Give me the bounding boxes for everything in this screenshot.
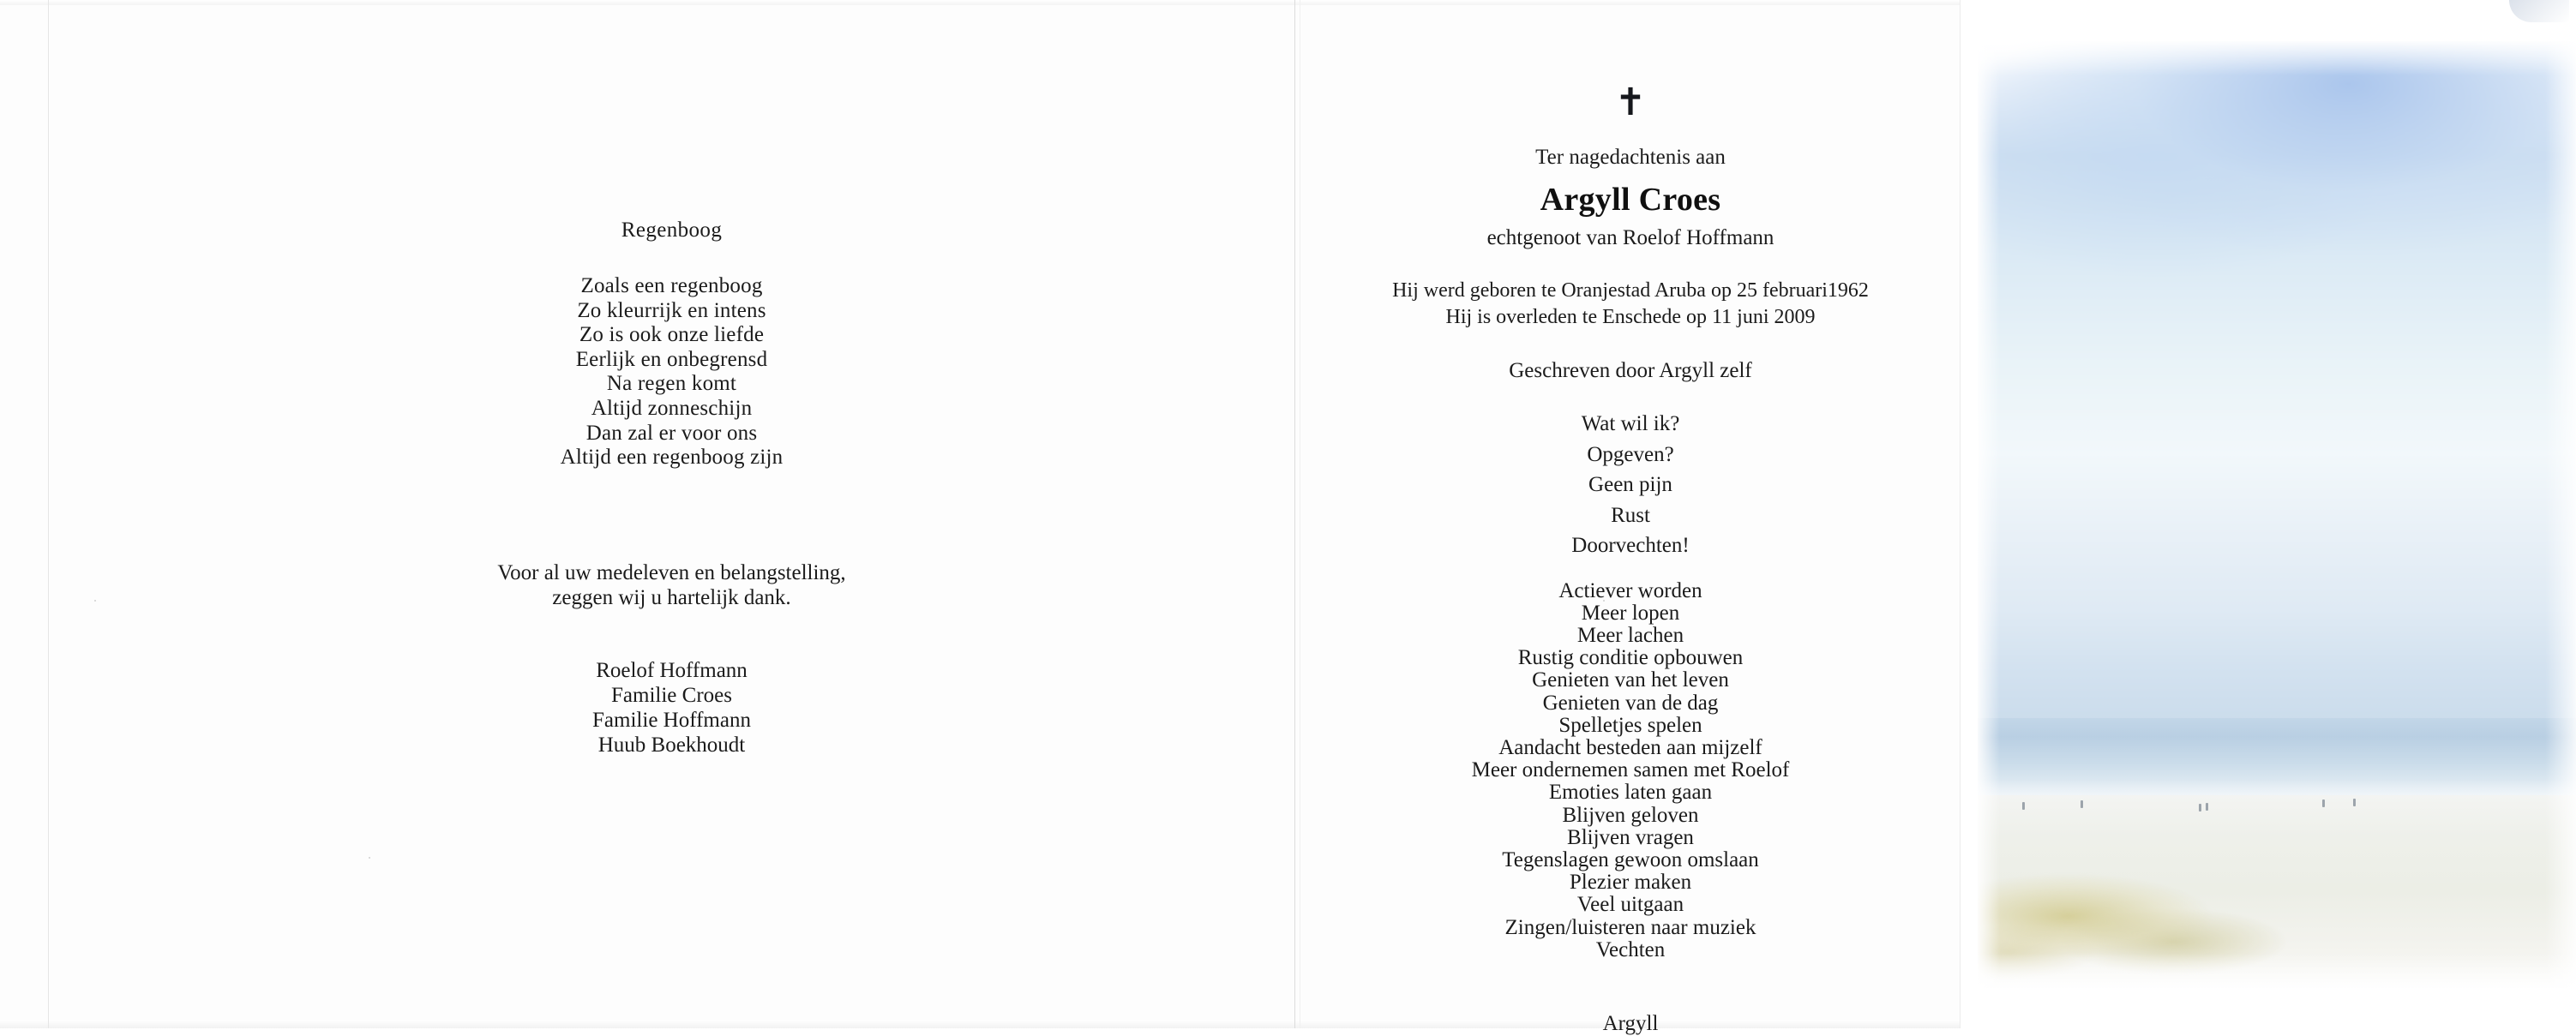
- written-by-label: Geschreven door Argyll zelf: [1509, 359, 1752, 382]
- poem-line: Zo is ook onze liefde: [579, 323, 765, 347]
- wish-line: Plezier maken: [1569, 871, 1692, 895]
- photo-fade-top: [1978, 41, 2576, 75]
- wish-line: Meer lachen: [1576, 623, 1684, 647]
- scan-corner-mark: [2509, 0, 2569, 22]
- photo-fade-bottom: [1978, 954, 2576, 988]
- death-line: Hij is overleden te Enschede op 11 juni 2009: [1445, 306, 1816, 328]
- wish-line: Meer lopen: [1581, 601, 1680, 625]
- poem-line: Zo kleurrijk en intens: [577, 298, 766, 322]
- wish-line: Rustig conditie opbouwen: [1517, 646, 1744, 670]
- wish-line: Veel uitgaan: [1576, 893, 1684, 917]
- person-silhouette: [2022, 802, 2025, 810]
- birth-line: Hij werd geboren te Oranjestad Aruba op 25 februari1962: [1392, 279, 1869, 302]
- thanks-line: Voor al uw medeleven en belangstelling,: [497, 561, 846, 584]
- wish-line: Tegenslagen gewoon omslaan: [1502, 847, 1759, 871]
- wish-line: Aandacht besteden aan mijzelf: [1498, 735, 1762, 759]
- poem-line: Dan zal er voor ons: [585, 421, 758, 445]
- person-silhouette: [2322, 799, 2325, 807]
- wish-line: Blijven vragen: [1567, 825, 1694, 849]
- deceased-name: Argyll Croes: [1540, 182, 1721, 218]
- wish-line: Emoties laten gaan: [1548, 781, 1713, 805]
- signer-name: Roelof Hoffmann: [596, 659, 748, 682]
- wish-line: Genieten van het leven: [1532, 668, 1729, 692]
- sky-region: [1978, 41, 2576, 752]
- spouse-line: echtgenoot van Roelof Hoffmann: [1486, 226, 1774, 249]
- poem-line: Altijd een regenboog zijn: [560, 446, 784, 470]
- wish-line: Actiever worden: [1558, 578, 1702, 602]
- signer-name: Familie Croes: [611, 684, 732, 707]
- signature: Argyll: [1602, 1011, 1659, 1035]
- signer-name: Huub Boekhoudt: [597, 734, 746, 757]
- poem-line: Na regen komt: [606, 372, 737, 396]
- poem-line: Altijd zonneschijn: [591, 396, 753, 420]
- photo-fade-left: [1978, 41, 2000, 988]
- person-silhouette: [2353, 799, 2356, 806]
- photo-fade-right: [2545, 41, 2576, 988]
- question-line: Geen pijn: [1588, 473, 1672, 496]
- question-line: Wat wil ik?: [1581, 412, 1680, 435]
- wish-line: Vechten: [1595, 937, 1666, 961]
- right-panel: [1961, 0, 2576, 1028]
- poem-line: Eerlijk en onbegrensd: [575, 347, 768, 371]
- beach-dune-sea-photo: [1978, 41, 2576, 988]
- cross-icon: ✝: [1614, 81, 1647, 124]
- person-silhouette: [2081, 800, 2083, 808]
- person-silhouette: [2199, 804, 2201, 811]
- question-line: Rust: [1611, 503, 1650, 527]
- question-line: Opgeven?: [1587, 442, 1674, 466]
- poem-line: Zoals een regenboog: [580, 274, 763, 297]
- signer-name: Familie Hoffmann: [592, 709, 751, 732]
- wish-line: Blijven geloven: [1562, 803, 1699, 827]
- wish-line: Meer ondernemen samen met Roelof: [1471, 758, 1790, 782]
- person-silhouette: [2206, 803, 2208, 811]
- wish-line: Genieten van de dag: [1542, 691, 1719, 715]
- wish-line: Spelletjes spelen: [1558, 713, 1702, 737]
- wish-line: Zingen/luisteren naar muziek: [1504, 915, 1756, 939]
- center-panel: [1300, 0, 1960, 1035]
- thanks-line: zeggen wij u hartelijk dank.: [552, 585, 791, 609]
- poem-title: Regenboog: [621, 219, 723, 242]
- memoriam-label: Ter nagedachtenis aan: [1535, 146, 1726, 169]
- question-line: Doorvechten!: [1571, 534, 1690, 557]
